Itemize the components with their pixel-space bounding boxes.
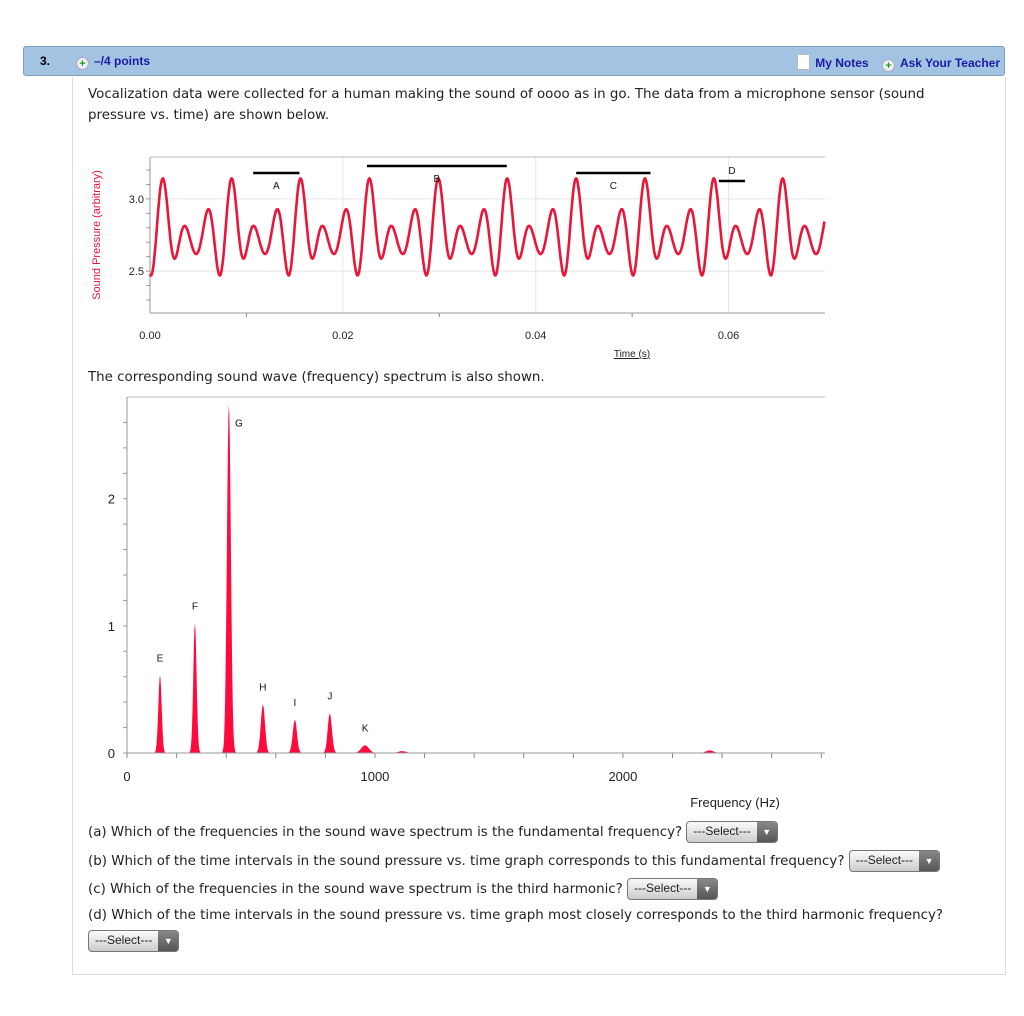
interval-label-d: D <box>728 166 736 177</box>
peak-label-f: F <box>191 601 198 613</box>
spectrum-intro-text: The corresponding sound wave (frequency) spectrum is also shown. <box>88 370 545 385</box>
points-label <box>76 54 150 70</box>
question-a-text: (a) Which of the frequencies in the sound wave spectrum is the fundamental frequency? <box>88 825 683 840</box>
interval-label-c: C <box>609 181 617 192</box>
peak-label-k: K <box>361 723 369 735</box>
x-tick-label: 2000 <box>608 769 638 784</box>
peak-label-j: J <box>327 691 333 703</box>
select-label: ---Select--- <box>634 881 692 895</box>
question-b <box>88 850 940 872</box>
select-label: ---Select--- <box>95 933 153 947</box>
question-a-select[interactable] <box>686 821 777 843</box>
question-number: 3. <box>40 54 51 68</box>
peak-label-h: H <box>259 682 267 694</box>
spectrum-peak-e <box>145 675 175 753</box>
x-tick-label: 0.02 <box>332 330 354 342</box>
y-axis-label: Sound Pressure (arbitrary) <box>91 170 103 300</box>
dropdown-arrow-icon: ▼ <box>757 822 777 842</box>
spectrum-peak-f <box>180 623 210 753</box>
my-notes-label: My Notes <box>815 56 869 70</box>
dropdown-arrow-icon: ▼ <box>697 879 717 899</box>
plus-icon[interactable]: + <box>76 57 89 70</box>
select-label: ---Select--- <box>693 824 751 838</box>
interval-label-a: A <box>272 181 280 192</box>
x-tick-label: 0.00 <box>139 330 161 342</box>
question-b-select[interactable] <box>849 850 940 872</box>
spectrum-peak-i <box>280 720 310 753</box>
x-tick-label: 0.04 <box>525 330 547 342</box>
select-label: ---Select--- <box>855 853 914 867</box>
note-icon <box>797 54 810 70</box>
x-axis-label: Frequency (Hz) <box>690 795 780 810</box>
question-d <box>88 905 988 952</box>
interval-label-b: B <box>433 174 441 185</box>
plus-icon[interactable]: + <box>882 59 895 72</box>
dropdown-arrow-icon: ▼ <box>158 931 178 951</box>
x-axis-label: Time (s) <box>613 349 651 360</box>
spectrum-peak-k <box>350 745 380 753</box>
dropdown-arrow-icon: ▼ <box>919 851 939 871</box>
spectrum-peak-h <box>248 705 278 753</box>
spectrum-peak-j <box>315 714 345 753</box>
question-d-select[interactable] <box>88 930 179 952</box>
my-notes-link[interactable] <box>797 56 868 70</box>
question-a <box>88 821 778 843</box>
points-text: –/4 points <box>94 54 151 68</box>
intro-text: Vocalization data were collected for a human making the sound of oooo as in go. The data from a microphone sensor (sound pressure vs. time) are shown below. <box>88 87 925 123</box>
question-d-text: (d) Which of the time intervals in the sound pressure vs. time graph most closely corresponds to the third harmonic frequency? <box>88 908 943 923</box>
question-header <box>23 46 1005 76</box>
frequency-spectrum-chart <box>90 390 840 815</box>
x-tick-label: 1000 <box>360 769 390 784</box>
question-b-text: (b) Which of the time intervals in the sound pressure vs. time graph corresponds to this fundamental frequency? <box>88 854 845 869</box>
ask-teacher-link[interactable]: Ask Your Teacher <box>899 56 1000 70</box>
question-c-text: (c) Which of the frequencies in the sound wave spectrum is the third harmonic? <box>88 882 623 897</box>
y-tick-label: 1 <box>107 618 115 634</box>
y-tick-label: 2 <box>107 491 115 507</box>
peak-label-e: E <box>156 653 164 665</box>
question-c <box>88 878 718 900</box>
question-c-select[interactable] <box>627 878 718 900</box>
y-tick-label: 0 <box>107 746 115 761</box>
peak-label-g: G <box>235 418 243 430</box>
sound-pressure-chart <box>80 150 840 365</box>
sound-pressure-line <box>150 178 825 275</box>
x-tick-label: 0.06 <box>717 330 740 342</box>
y-tick-label: 2.5 <box>128 266 144 279</box>
y-tick-label: 3.0 <box>128 193 144 206</box>
x-tick-label: 0 <box>123 769 131 784</box>
spectrum-peak-g <box>214 405 244 753</box>
peak-label-i: I <box>293 697 297 709</box>
